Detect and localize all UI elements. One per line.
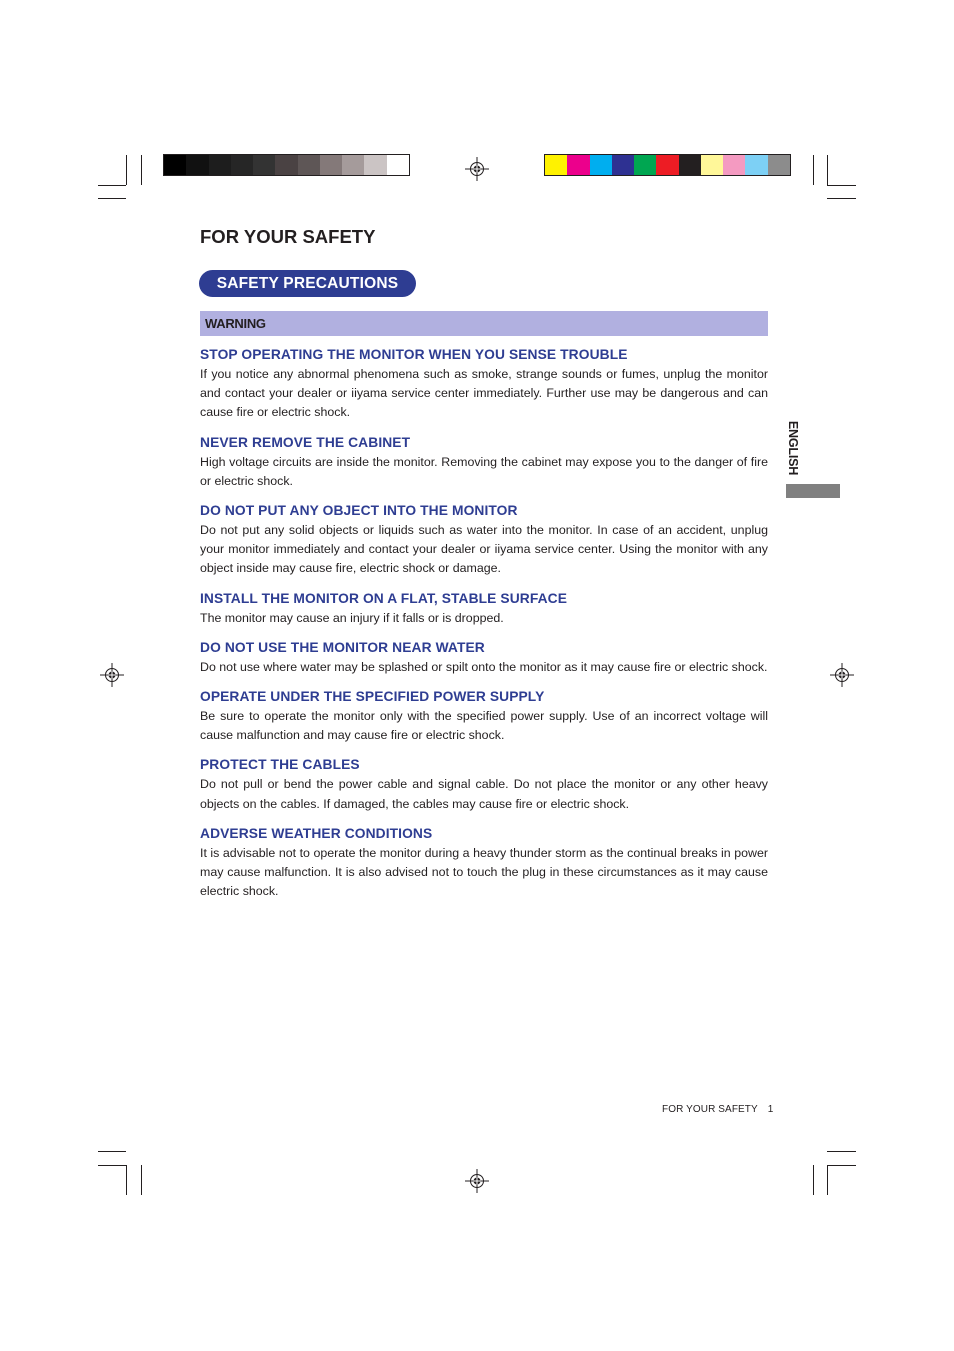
section-body: Be sure to operate the monitor only with the specified power supply. Use of an incorrect voltage will cause malfunction and may cause fire or electric shock. [200, 709, 768, 743]
calibration-swatch [590, 155, 612, 175]
calibration-swatch [679, 155, 701, 175]
section-body: Do not use where water may be splashed or spilt onto the monitor as it may cause fire or electric shock. [200, 659, 768, 674]
color-calibration-bar [544, 154, 791, 176]
section-body: Do not pull or bend the power cable and signal cable. Do not place the monitor or any other heavy objects on the cables. If damaged, the cables may cause fire or electric shock. [200, 777, 768, 811]
calibration-swatch [342, 155, 364, 175]
calibration-swatch [275, 155, 297, 175]
calibration-swatch [387, 155, 409, 175]
section-heading: STOP OPERATING THE MONITOR WHEN YOU SENSE TROUBLE [200, 347, 628, 362]
language-tab-label: ENGLISH [786, 420, 800, 476]
crop-mark-line [98, 185, 126, 186]
calibration-swatch [186, 155, 208, 175]
crop-mark-line [813, 155, 814, 185]
warning-banner: WARNING [200, 311, 768, 336]
section-heading: ADVERSE WEATHER CONDITIONS [200, 825, 433, 841]
footer-label: FOR YOUR SAFETY [662, 1104, 758, 1115]
safety-section [200, 590, 768, 628]
section-heading: DO NOT PUT ANY OBJECT INTO THE MONITOR [200, 503, 518, 519]
safety-section [200, 756, 768, 813]
page-footer [662, 1104, 773, 1115]
safety-section [200, 639, 768, 677]
crop-mark-line [827, 1165, 856, 1166]
calibration-swatch [209, 155, 231, 175]
crop-mark-line [126, 155, 127, 185]
calibration-swatch [298, 155, 320, 175]
section-heading: PROTECT THE CABLES [200, 757, 360, 773]
language-tab [778, 418, 808, 478]
section-body: It is advisable not to operate the monitor during a heavy thunder storm as the continual breaks in power may cause malfunction. It is also advised not to touch the plug in these circumstances as it may cause electric shock. [200, 845, 768, 899]
crop-mark-line [827, 1151, 856, 1152]
grayscale-calibration-bar [163, 154, 410, 176]
calibration-swatch [164, 155, 186, 175]
section-body: The monitor may cause an injury if it falls or is dropped. [200, 610, 504, 625]
calibration-swatch [634, 155, 656, 175]
crop-mark-line [98, 198, 126, 199]
calibration-swatch [231, 155, 253, 175]
crop-mark-line [98, 1151, 126, 1152]
calibration-swatch [723, 155, 745, 175]
safety-section [200, 502, 768, 579]
registration-mark-icon [830, 663, 854, 687]
calibration-swatch [253, 155, 275, 175]
section-heading: NEVER REMOVE THE CABINET [200, 434, 411, 450]
registration-mark-icon [100, 663, 124, 687]
crop-mark-line [141, 155, 142, 185]
section-body: Do not put any solid objects or liquids such as water into the monitor. In case of an accident, unplug your monitor immediately and contact your dealer or iiyama service center. Using the monitor with any object inside may cause fire, electric shock or damage. [200, 523, 768, 576]
calibration-swatch [364, 155, 386, 175]
calibration-swatch [656, 155, 678, 175]
section-pill-safety-precautions: SAFETY PRECAUTIONS [199, 270, 416, 297]
language-tab-marker [786, 484, 840, 498]
section-heading: DO NOT USE THE MONITOR NEAR WATER [200, 639, 485, 655]
crop-mark-line [813, 1165, 814, 1195]
safety-content [200, 346, 768, 901]
safety-section [200, 434, 768, 491]
registration-mark-icon [465, 157, 489, 181]
calibration-swatch [567, 155, 589, 175]
crop-mark-line [827, 198, 856, 199]
calibration-swatch [612, 155, 634, 175]
calibration-swatch [545, 155, 567, 175]
crop-mark-line [827, 155, 828, 185]
calibration-swatch [701, 155, 723, 175]
registration-mark-icon [465, 1169, 489, 1193]
safety-section [200, 825, 768, 902]
section-body: If you notice any abnormal phenomena such as smoke, strange sounds or fumes, unplug the monitor and contact your dealer or iiyama service center immediately. Further use may be dangerous and can cause fire or electric shock. [200, 367, 768, 420]
calibration-swatch [320, 155, 342, 175]
section-heading: INSTALL THE MONITOR ON A FLAT, STABLE SURFACE [200, 590, 568, 606]
section-body: High voltage circuits are inside the monitor. Removing the cabinet may expose you to the danger of fire or electric shock. [200, 454, 768, 488]
section-heading: OPERATE UNDER THE SPECIFIED POWER SUPPLY [200, 689, 545, 705]
safety-section [200, 346, 768, 423]
page-number: 1 [767, 1104, 774, 1115]
calibration-swatch [768, 155, 790, 175]
crop-mark-line [126, 1165, 127, 1195]
page-title: FOR YOUR SAFETY [200, 226, 376, 247]
crop-mark-line [98, 1165, 126, 1166]
calibration-swatch [745, 155, 767, 175]
crop-mark-line [827, 185, 856, 186]
crop-mark-line [141, 1165, 142, 1195]
crop-mark-line [827, 1165, 828, 1195]
safety-section [200, 688, 768, 745]
